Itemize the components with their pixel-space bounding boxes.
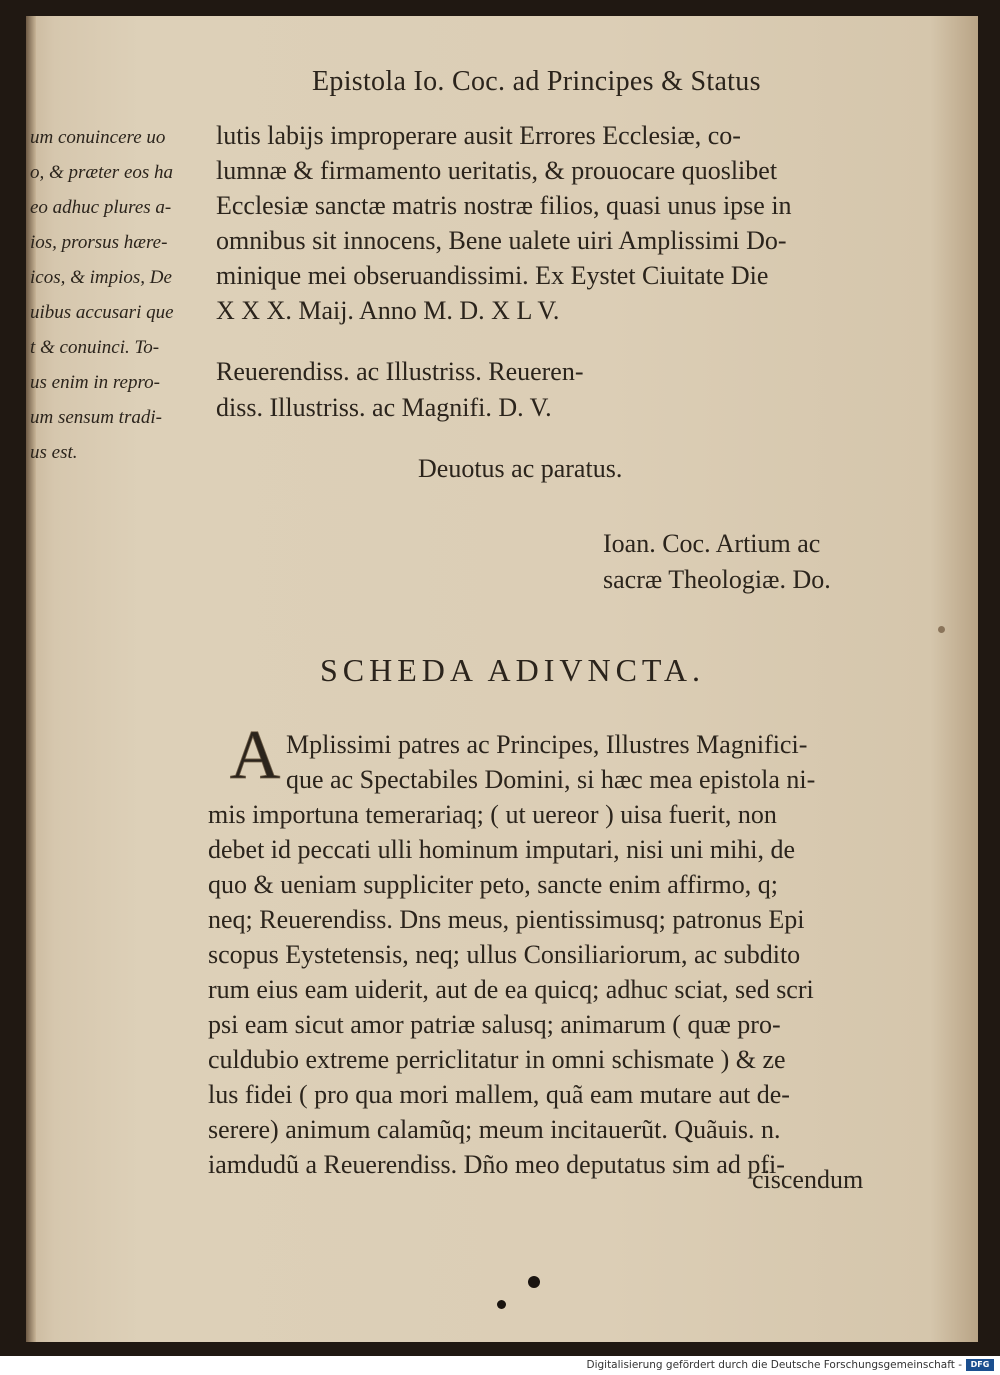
signature <box>603 526 831 598</box>
text-line: iamdudũ a Reuerendiss. Dño meo deputatus sim ad pfi- <box>208 1150 785 1179</box>
date-line: X X X. Maij. Anno M. D. X L V. <box>216 296 560 325</box>
text-line: lus fidei ( pro qua mori mallem, quã eam mutare aut de- <box>208 1080 790 1109</box>
text-line: que ac Spectabiles Domini, si hæc mea epistola ni- <box>286 765 816 794</box>
text-line: serere) animum calamũq; meum incitauerũt. Quãuis. n. <box>208 1115 781 1144</box>
ink-spot <box>528 1276 540 1288</box>
marginal-notes <box>30 120 212 470</box>
text-line: omnibus sit innocens, Bene ualete uiri Amplissimi Do- <box>216 226 787 255</box>
text-line: mis importuna temerariaq; ( ut uereor ) uisa fuerit, non <box>208 800 777 829</box>
margin-note-line: icos, & impios, De <box>30 267 172 288</box>
scheda-text <box>208 727 898 1182</box>
text-line: debet id peccati ulli hominum imputari, nisi uni mihi, de <box>208 835 796 864</box>
margin-note-line: us est. <box>30 442 78 463</box>
margin-note-line: um sensum tradi- <box>30 407 162 428</box>
margin-note-line: t & conuinci. To- <box>30 337 160 358</box>
running-head: Epistola Io. Coc. ad Principes & Status <box>312 66 761 97</box>
text-line: lumnæ & firmamento ueritatis, & prouocare quoslibet <box>216 156 778 185</box>
ink-spot <box>497 1300 506 1309</box>
text-line: rum eius eam uiderit, aut de ea quicq; adhuc sciat, sed scri <box>208 975 814 1004</box>
ink-spot <box>938 626 945 633</box>
text-line: scopus Eystetensis, neq; ullus Consiliariorum, ac subdito <box>208 940 801 969</box>
margin-note-line: eo adhuc plures a- <box>30 197 172 218</box>
text-line: Reuerendiss. ac Illustriss. Reueren- <box>216 357 584 386</box>
signature-line: sacræ Theologiæ. Do. <box>603 565 831 594</box>
margin-note-line: uibus accusari que <box>30 302 174 323</box>
footer-bar <box>0 1356 1000 1375</box>
text-line: neq; Reuerendiss. Dns meus, pientissimusq; patronus Epi <box>208 905 805 934</box>
margin-note-line: o, & præter eos ha <box>30 162 174 183</box>
subscription: Deuotus ac paratus. <box>418 454 623 483</box>
letter-ending <box>216 118 906 328</box>
text-line: quo & ueniam suppliciter peto, sancte enim affirmo, q; <box>208 870 778 899</box>
text-line: Ecclesiæ sanctæ matris nostræ filios, quasi unus ipse in <box>216 191 792 220</box>
dfg-logo: DFG <box>966 1359 994 1371</box>
closing-formula <box>216 354 584 426</box>
footer-credit: Digitalisierung gefördert durch die Deutsche Forschungsgemeinschaft - <box>586 1359 962 1371</box>
text-line: Mplissimi patres ac Principes, Illustres Magnifici- <box>286 730 808 759</box>
catchword: ciscendum <box>752 1165 864 1194</box>
margin-note-line: um conuincere uo <box>30 127 166 148</box>
text-line: culdubio extreme perriclitatur in omni schismate ) & ze <box>208 1045 786 1074</box>
signature-line: Ioan. Coc. Artium ac <box>603 529 821 558</box>
margin-note-line: us enim in repro- <box>30 372 160 393</box>
initial-letter: A <box>229 722 281 784</box>
margin-note-line: ios, prorsus hære- <box>30 232 168 253</box>
section-heading: SCHEDA ADIVNCTA. <box>320 652 706 688</box>
text-line: minique mei obseruandissimi. Ex Eystet Ciuitate Die <box>216 261 769 290</box>
text-line: psi eam sicut amor patriæ salusq; animarum ( quæ pro- <box>208 1010 781 1039</box>
text-line: lutis labijs improperare ausit Errores Ecclesiæ, co- <box>216 121 741 150</box>
text-line: diss. Illustriss. ac Magnifi. D. V. <box>216 393 552 422</box>
